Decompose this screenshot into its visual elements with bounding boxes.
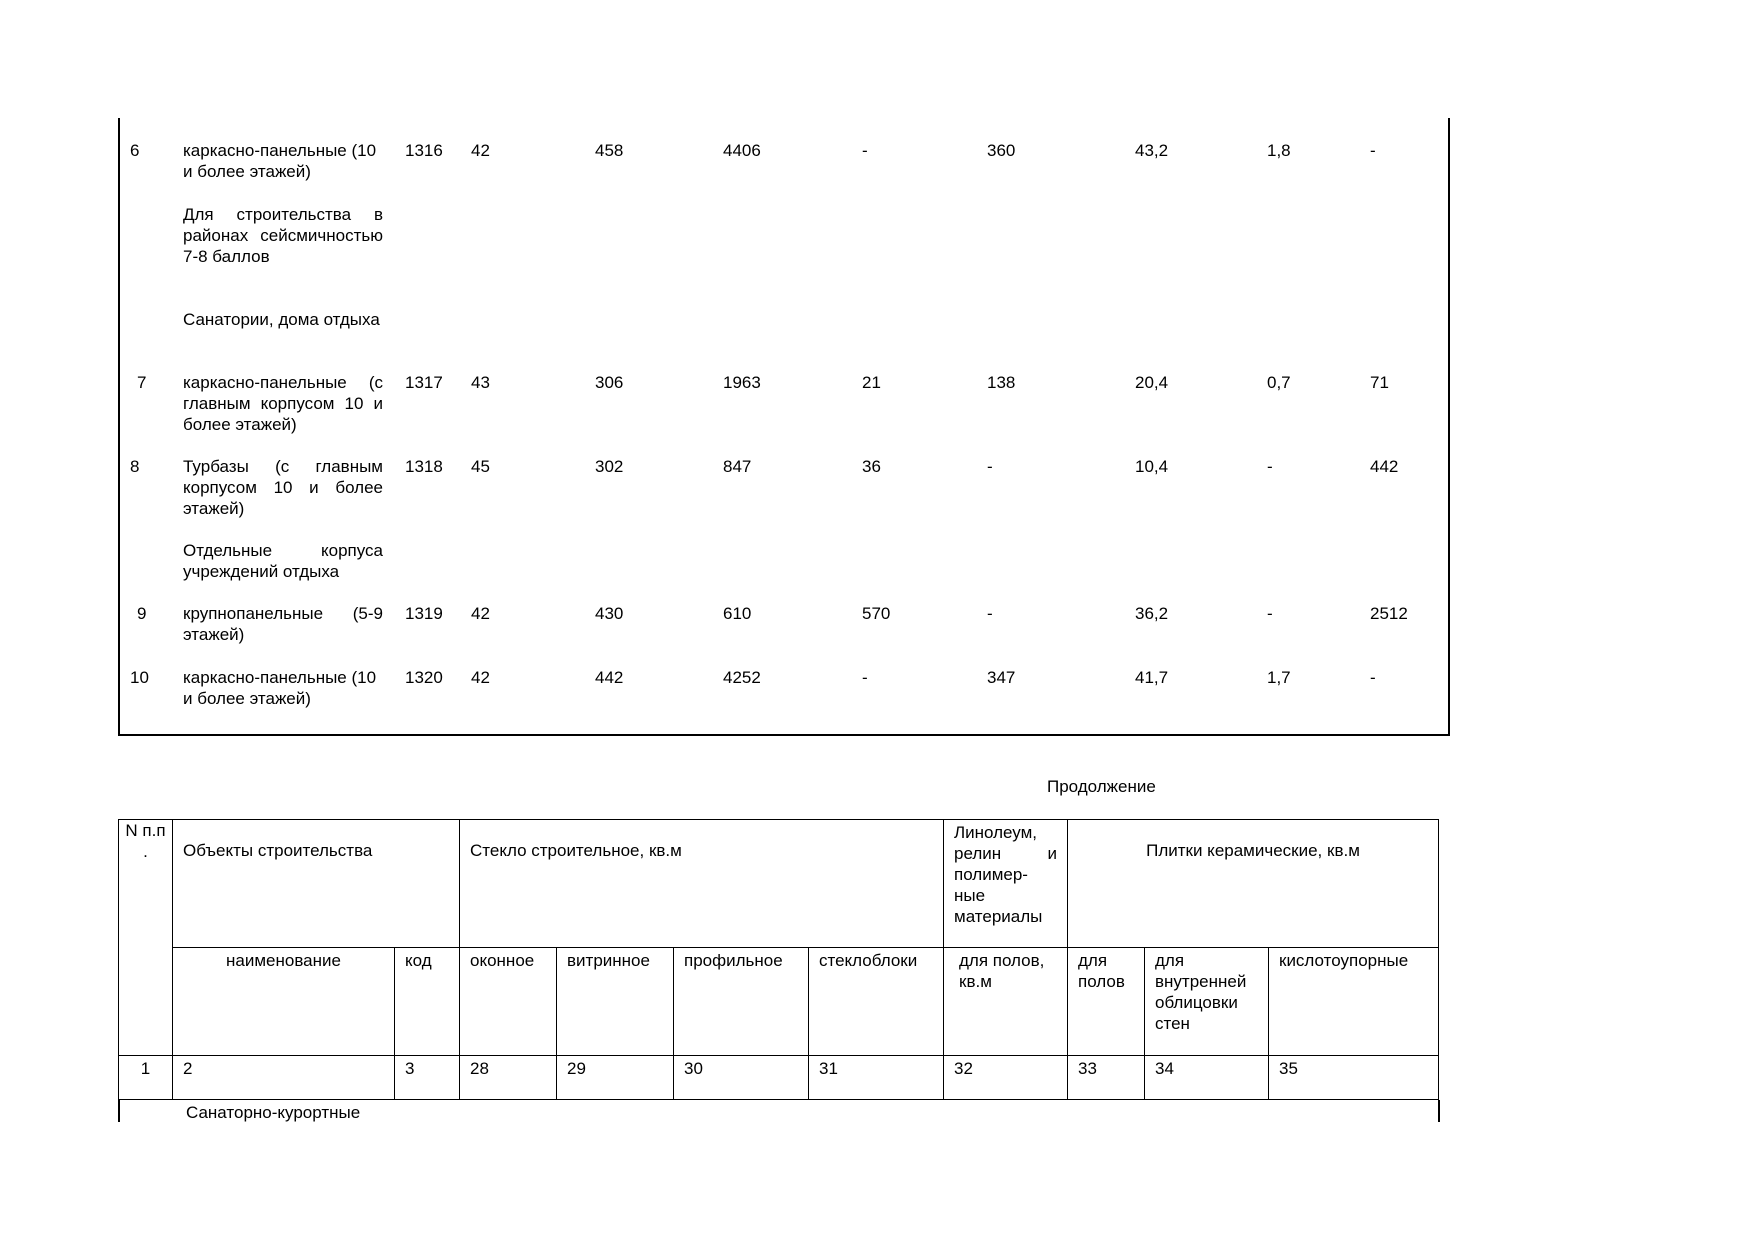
value-cell: 138 [987,373,1016,392]
value-cell: 42 [471,141,490,160]
header-tiles: Плитки керамические, кв.м [1068,820,1439,948]
column-number: 32 [944,1056,1068,1100]
value-cell: 4406 [723,141,761,160]
column-number: 34 [1145,1056,1269,1100]
value-cell: 10,4 [1135,457,1169,476]
value-cell: - [1370,668,1376,687]
section-subheading: Для строительства в районах сейсмичностью 7-8 баллов [183,205,383,266]
value-cell: 45 [471,457,490,476]
header-for-floors: для полов [1068,948,1145,1056]
object-name: крупнопанельные (5-9 этажей) [183,604,383,644]
object-name: каркасно-панельные (с главным корпусом 10 и более этажей) [183,373,383,434]
column-number: 35 [1269,1056,1439,1100]
object-code: 1319 [405,604,443,623]
section-subheading: Санатории, дома отдыха [183,310,380,329]
column-number: 29 [557,1056,674,1100]
header-window: оконное [460,948,557,1056]
header-objects: Объекты строительства [173,820,460,948]
value-cell: 43 [471,373,490,392]
value-cell: 2512 [1370,604,1408,623]
value-cell: 570 [862,604,891,623]
value-cell: 442 [1370,457,1399,476]
upper-table-left-border [118,118,120,736]
value-cell: - [1370,141,1376,160]
value-cell: 42 [471,668,490,687]
value-cell: 21 [862,373,881,392]
column-number: 28 [460,1056,557,1100]
object-name: Турбазы (с главным корпусом 10 и более этажей) [183,457,383,518]
row-number: 6 [130,141,140,160]
value-cell: 71 [1370,373,1389,392]
header-showcase: витринное [557,948,674,1056]
value-cell: 360 [987,141,1016,160]
row-number: 10 [130,668,149,687]
value-cell: - [862,141,868,160]
header-name: наименование [173,948,395,1056]
value-cell: - [987,457,993,476]
subheader-row [119,948,1439,1056]
column-number: 3 [395,1056,460,1100]
value-cell: 36 [862,457,881,476]
value-cell: - [862,668,868,687]
header-floors-sqm: для полов, кв.м [944,948,1068,1056]
header-glassblocks: стеклоблоки [809,948,944,1056]
value-cell: - [1267,457,1273,476]
section-heading: Санаторно-курортные [186,1103,361,1122]
lower-table [118,819,1439,1100]
object-code: 1317 [405,373,443,392]
header-profile: профильное [674,948,809,1056]
column-number: 30 [674,1056,809,1100]
column-number: 2 [173,1056,395,1100]
header-acidproof: кислотоупорные [1269,948,1439,1056]
row-number: 7 [137,373,147,392]
continuation-label: Продолжение [1047,777,1156,796]
value-cell: 36,2 [1135,604,1169,623]
header-number: N п.п . [119,820,173,1056]
value-cell: 458 [595,141,624,160]
value-cell: 347 [987,668,1016,687]
row-number: 9 [137,604,147,623]
column-number: 31 [809,1056,944,1100]
value-cell: 306 [595,373,624,392]
column-numbers-row [119,1056,1439,1100]
upper-table-right-border [1448,118,1450,736]
object-code: 1320 [405,668,443,687]
value-cell: 20,4 [1135,373,1169,392]
value-cell: 4252 [723,668,761,687]
row-number: 8 [130,457,140,476]
value-cell: 42 [471,604,490,623]
value-cell: 1,8 [1267,141,1291,160]
value-cell: 430 [595,604,624,623]
header-glass: Стекло строительное, кв.м [460,820,944,948]
header-row [119,820,1439,948]
upper-table-bottom-border [118,734,1450,736]
value-cell: 610 [723,604,752,623]
column-number: 33 [1068,1056,1145,1100]
value-cell: 847 [723,457,752,476]
lower-table-left-border-tail [118,1100,120,1122]
lower-table-right-border-tail [1438,1100,1440,1122]
object-code: 1316 [405,141,443,160]
header-code: код [395,948,460,1056]
value-cell: - [987,604,993,623]
value-cell: 0,7 [1267,373,1291,392]
value-cell: 1,7 [1267,668,1291,687]
value-cell: 442 [595,668,624,687]
object-name: каркасно-панельные (10 и более этажей) [183,141,377,181]
section-subheading: Отдельные корпуса учреждений отдыха [183,541,383,581]
column-number: 1 [119,1056,173,1100]
value-cell: 302 [595,457,624,476]
value-cell: 41,7 [1135,668,1169,687]
value-cell: - [1267,604,1273,623]
object-code: 1318 [405,457,443,476]
value-cell: 1963 [723,373,761,392]
object-name: каркасно-панельные (10 и более этажей) [183,668,377,708]
value-cell: 43,2 [1135,141,1169,160]
header-inner-walls: для внутренней облицовки стен [1145,948,1269,1056]
header-linoleum: Линолеум, релин и полимер- ные материалы [944,820,1068,948]
